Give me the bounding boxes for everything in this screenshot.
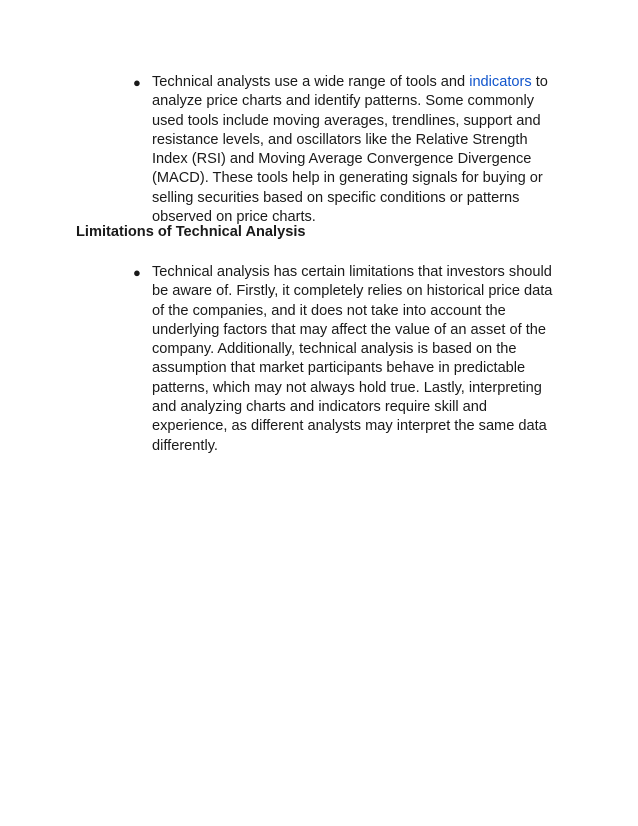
section-heading: Limitations of Technical Analysis	[76, 224, 306, 240]
bullet-icon: ●	[133, 75, 141, 90]
bullet-text-start: Technical analysts use a wide range of tools and	[152, 74, 470, 90]
indicators-link[interactable]: indicators	[469, 74, 532, 90]
bullet-text-end: to analyze price charts and identify patterns. Some commonly used tools include moving averages, trendlines, support and resistance levels, and oscillators like the Relative Strength Index (RSI) and Moving Average Convergence Divergence (MACD). These tools help in generating signals for buying or selling securities based on specific conditions or patterns observed on price charts.	[152, 74, 548, 226]
bullet-text: Technical analysis has certain limitations that investors should be aware of. Firstly, it completely relies on historical price data of the companies, and it does not take into account the underlying factors that may affect the value of an asset of the company. Additionally, technical analysis is based on the assumption that market participants behave in predictable patterns, which may not always hold true. Lastly, interpreting and analyzing charts and indicators require skill and experience, as different analysts may interpret the same data differently.	[152, 264, 553, 454]
bullet-icon: ●	[133, 265, 141, 280]
bullet-item-tools	[133, 73, 562, 227]
bullet-item-limitations	[133, 263, 562, 456]
